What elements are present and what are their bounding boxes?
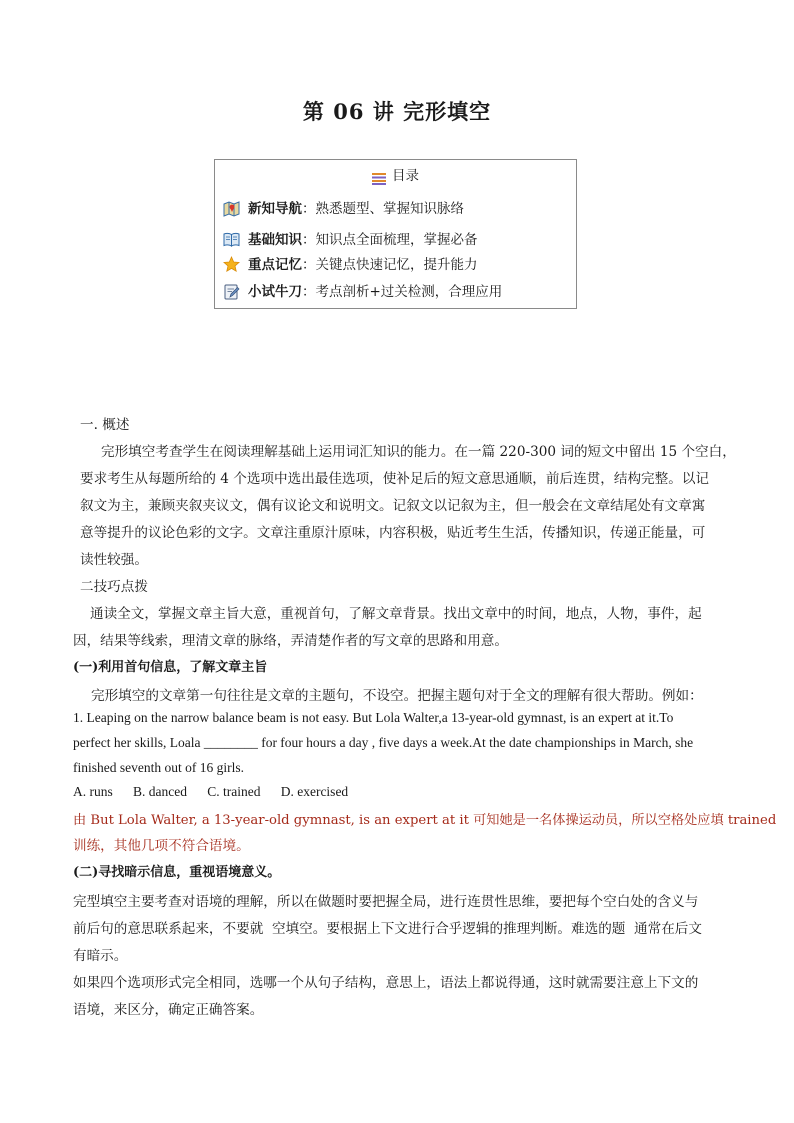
paragraph-line: 要求考生从每题所给的 4 个选项中选出最佳选项，使补足后的短文意思通顺，前后连贯，结构完整。以记: [80, 471, 710, 487]
paragraph-line: 完形填空的文章第一句往往是文章的主题句，不设空。把握主题句对于全文的理解有很大帮助。例如：: [91, 688, 703, 704]
table-of-contents: [214, 159, 577, 309]
list-icon: [372, 173, 386, 185]
explanation-line: 由 But Lola Walter, a 13-year-old gymnast, is an expert at it 可知她是一名体操运动员，所以空格处应填 trained: [73, 813, 777, 828]
paragraph-line: 读性较强。: [80, 552, 148, 568]
section-heading-overview: 一. 概述: [80, 417, 130, 433]
toc-item-basic-knowledge: [223, 228, 478, 248]
map-icon: [223, 200, 240, 217]
paragraph-line: 完形填空考查学生在阅读理解基础上运用词汇知识的能力。在一篇 220-300 词的短文中留出 15 个空白，: [101, 444, 736, 460]
paragraph-line: 意等提升的议论色彩的文字。文章注重原汁原味，内容积极，贴近考生生活，传播知识，传递正能量，可: [80, 525, 706, 541]
paragraph-line: 叙文为主，兼顾夹叙夹议文，偶有议论文和说明文。记叙文以记叙为主，但一般会在文章结尾处有文章寓: [80, 498, 706, 514]
subsection-heading-first-sentence: (一)利用首句信息，了解文章主旨: [73, 660, 268, 675]
paragraph-line: 如果四个选项形式完全相同，选哪一个从句子结构，意思上，语法上都说得通，这时就需要注意上下文的: [73, 975, 699, 991]
paragraph-line: 有暗示。: [73, 948, 128, 964]
toc-item-desc: ：考点剖析+过关检测，合理应用: [302, 284, 503, 300]
example-line: 1. Leaping on the narrow balance beam is not easy. But Lola Walter,a 13-year-old gymnast, is an expert at it.To: [73, 710, 674, 725]
toc-heading-row: [215, 164, 576, 185]
toc-item-key-memory: [223, 253, 478, 273]
toc-item-new-knowledge: [223, 197, 464, 217]
toc-item-desc: ：知识点全面梳理，掌握必备: [302, 232, 478, 248]
example-line: perfect her skills, Loala ________ for four hours a day , five days a week.At the date championships in March, she: [73, 735, 694, 750]
toc-item-practice: [223, 280, 502, 300]
paragraph-line: 语境，来区分，确定正确答案。: [73, 1002, 264, 1018]
toc-item-label: 小试牛刀: [248, 284, 302, 300]
toc-heading: 目录: [392, 168, 419, 184]
subsection-heading-context-hints: (二)寻找暗示信息，重视语境意义。: [73, 865, 281, 880]
paragraph-line: 因，结果等线索，理清文章的脉络，弄清楚作者的写文章的思路和用意。: [73, 633, 508, 649]
paragraph-line: 前后句的意思联系起来，不要就 空填空。要根据上下文进行合乎逻辑的推理判断。难选的题 通常在后文: [73, 921, 702, 937]
answer-options: A. runs B. danced C. trained D. exercised: [73, 784, 349, 799]
paragraph-line: 完型填空主要考查对语境的理解，所以在做题时要把握全局，进行连贯性思维，要把每个空白处的含义与: [73, 894, 699, 910]
toc-item-label: 基础知识: [248, 232, 302, 248]
paragraph-line: 通读全文，掌握文章主旨大意，重视首句，了解文章背景。找出文章中的时间，地点，人物，事件，起: [90, 606, 702, 622]
star-icon: [223, 256, 240, 273]
toc-item-label: 新知导航: [248, 201, 302, 217]
book-icon: [223, 231, 240, 248]
toc-item-label: 重点记忆: [248, 257, 302, 273]
toc-item-desc: ：熟悉题型、掌握知识脉络: [302, 201, 464, 217]
explanation-line: 训练，其他几项不符合语境。: [73, 838, 250, 854]
page-title: 第 06 讲 完形填空: [302, 99, 492, 124]
example-line: finished seventh out of 16 girls.: [73, 760, 244, 775]
notepad-icon: [223, 283, 240, 300]
section-heading-tips: 二技巧点拨: [80, 579, 148, 595]
toc-item-desc: ：关键点快速记忆，提升能力: [302, 257, 478, 273]
